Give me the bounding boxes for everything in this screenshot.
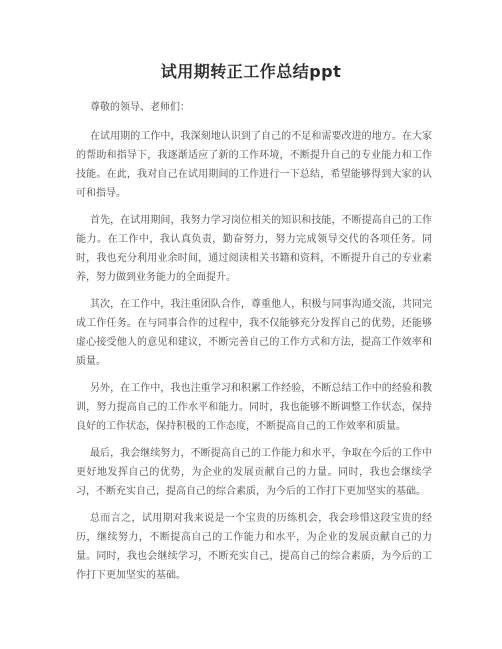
paragraph-4: 另外，在工作中，我也注重学习和积累工作经验，不断总结工作中的经验和教训，努力提高自己的工作水平和能力。同时，我也能够不断调整工作状态，保持良好的工作状态，保持积极的工作态度，不断提高自己的工作效率和质量。 — [76, 383, 432, 432]
salutation: 尊敬的领导、老师们： — [90, 102, 190, 113]
paragraph-5: 最后，我会继续努力，不断提高自己的工作能力和水平，争取在今后的工作中更好地发挥自己的优势，为企业的发展贡献自己的力量。同时，我也会继续学习，不断充实自己，提高自己的综合素质，为今后的工作打下更加坚实的基础。 — [76, 448, 432, 497]
page-title: 试用期转正工作总结ppt — [160, 62, 342, 81]
paragraph-3: 其次，在工作中，我注重团队合作，尊重他人，积极与同事沟通交流，共同完成工作任务。在与同事合作的过程中，我不仅能够充分发挥自己的优势，还能够虚心接受他人的意见和建议，不断完善自己的工作方式和方法，提高工作效率和质量。 — [76, 299, 432, 367]
document-body — [76, 98, 432, 593]
paragraph-6: 总而言之，试用期对我来说是一个宝贵的历练机会，我会珍惜这段宝贵的经历，继续努力，不断提高自己的工作能力和水平，为企业的发展贡献自己的力量。同时，我也会继续学习，不断充实自己，提高自己的综合素质，为今后的工作打下更加坚实的基础。 — [76, 513, 432, 581]
paragraph-2: 首先，在试用期间，我努力学习岗位相关的知识和技能，不断提高自己的工作能力。在工作中，我认真负责，勤奋努力，努力完成领导交代的各项任务。同时，我也充分利用业余时间，通过阅读相关书籍和资料，不断提升自己的专业素养，努力做到业务能力的全面提升。 — [76, 215, 432, 283]
paragraph-1: 在试用期的工作中，我深刻地认识到了自己的不足和需要改进的地方。在大家的帮助和指导下，我逐渐适应了新的工作环境，不断提升自己的专业能力和工作技能。在此，我对自己在试用期间的工作进行一下总结，希望能够得到大家的认可和指导。 — [76, 131, 432, 199]
